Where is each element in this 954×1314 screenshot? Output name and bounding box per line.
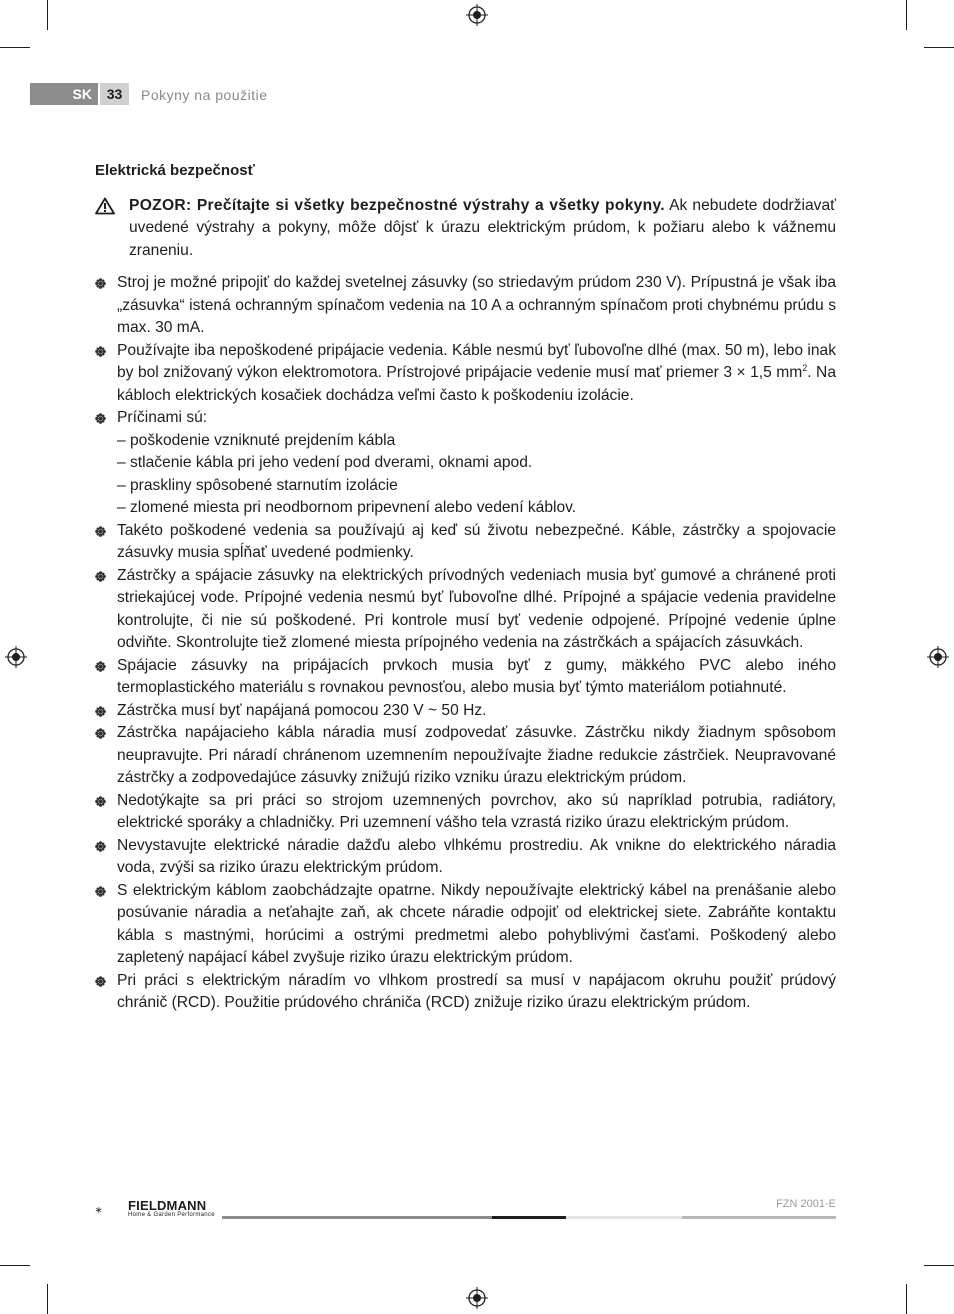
warning-triangle-icon bbox=[95, 197, 115, 215]
list-item-text: Pri práci s elektrickým náradím vo vlhkom prostredí sa musí v napájacom okruhu použiť prúdový chránič (RCD). Použitie prúdového chrániča (RCD) znižuje riziko úrazu elektrickým prúdom. bbox=[117, 971, 836, 1011]
footer-line bbox=[566, 1216, 682, 1219]
list-item bbox=[95, 520, 836, 565]
flower-bullet-icon bbox=[95, 796, 106, 807]
list-item bbox=[95, 880, 836, 970]
list-item-text: . Na kábloch elektrických kosačiek dochádza veľmi často k poškodeniu izolácie. bbox=[117, 364, 836, 404]
list-item-text: Zástrčky a spájacie zásuvky na elektrických prívodných vedeniach musia byť gumové a chránené proti striekajúcej vode. Prípojné vedenia nesmú byť ľubovoľne dlhé. Prípojné a spájacie vedenia pravidelne kontrolujte, či nie sú poškodené. Pri kontrole musí byť vedenie odpojené. Prípojné vedenie úplne odviňte. Skontrolujte tiež zlomené miesta prípojného vedenia na zástrčkách a spájacích zásuvkách. bbox=[117, 566, 836, 651]
sub-item: – praskliny spôsobené starnutím izolácie bbox=[117, 476, 398, 494]
list-item bbox=[95, 340, 836, 408]
crop-mark bbox=[47, 0, 48, 30]
flower-bullet-icon bbox=[95, 526, 106, 537]
list-item bbox=[95, 407, 836, 520]
header-title: Pokyny na použitie bbox=[141, 87, 268, 103]
flower-bullet-icon bbox=[95, 886, 106, 897]
warning-paragraph bbox=[95, 195, 836, 263]
crop-mark bbox=[0, 47, 30, 48]
warning-text: Ak nebudete dodržiavať uvedené výstrahy a pokyny, môže dôjsť k úrazu elektrickým prúdom, k požiaru alebo k vážnemu zraneniu. bbox=[129, 196, 836, 259]
list-item bbox=[95, 272, 836, 340]
flower-bullet-icon bbox=[95, 661, 106, 672]
list-item bbox=[95, 655, 836, 700]
section-title: Elektrická bezpečnosť bbox=[95, 162, 255, 179]
model-number: FZN 2001-E bbox=[776, 1198, 836, 1210]
crop-mark bbox=[0, 1265, 30, 1266]
flower-bullet-icon bbox=[95, 706, 106, 717]
list-item-text: Príčinami sú: bbox=[117, 409, 208, 426]
list-item-text: Nedotýkajte sa pri práci so strojom uzemnených povrchov, ako sú napríklad potrubia, radiátory, elektrické sporáky a chladničky. Pri uzemnení vášho tela vzrastá riziko úrazu elektrickým prúdom. bbox=[117, 791, 836, 831]
flower-bullet-icon bbox=[95, 278, 106, 289]
footer-line bbox=[492, 1216, 566, 1219]
registration-mark-icon bbox=[927, 646, 949, 668]
list-item-text: Používajte iba nepoškodené pripájacie vedenia. Káble nesmú byť ľubovoľne dlhé (max. 50 m), lebo inak by bol znižovaný výkon elektromotora. Prístrojové pripájacie vedenie musí mať priemer 3 × 1,5 mm bbox=[117, 341, 836, 381]
fieldmann-logo-icon bbox=[95, 1194, 125, 1226]
list-item-text: Nevystavujte elektrické náradie dažďu alebo vlhkému prostrediu. Ak vnikne do elektrického náradia voda, zvýši sa riziko úrazu elektrickým prúdom. bbox=[117, 836, 836, 876]
list-item bbox=[95, 970, 836, 1015]
crop-mark bbox=[924, 47, 954, 48]
registration-mark-icon bbox=[5, 646, 27, 668]
flower-bullet-icon bbox=[95, 728, 106, 739]
crop-mark bbox=[906, 0, 907, 30]
list-item-text: Takéto poškodené vedenia sa používajú aj keď sú životu nebezpečné. Káble, zástrčky a spojovacie zásuvky musia spĺňať uvedené podmienky. bbox=[117, 521, 836, 561]
list-item bbox=[95, 790, 836, 835]
list-item bbox=[95, 700, 836, 723]
footer-line bbox=[682, 1216, 836, 1219]
superscript: 2 bbox=[802, 362, 808, 373]
flower-bullet-icon bbox=[95, 976, 106, 987]
language-tab: SK bbox=[30, 83, 98, 105]
sub-item: – poškodenie vzniknuté prejdením kábla bbox=[117, 431, 396, 449]
brand-tagline: Home & Garden Performance bbox=[128, 1212, 215, 1218]
list-item bbox=[95, 565, 836, 655]
crop-mark bbox=[47, 1284, 48, 1314]
main-content bbox=[95, 160, 836, 1015]
flower-bullet-icon bbox=[95, 571, 106, 582]
list-item bbox=[95, 835, 836, 880]
sub-item: – zlomené miesta pri neodbornom pripevnení alebo vedení káblov. bbox=[117, 499, 577, 516]
footer-line bbox=[222, 1216, 492, 1219]
crop-mark bbox=[906, 1284, 907, 1314]
flower-bullet-icon bbox=[95, 346, 106, 357]
list-item-text: Spájacie zásuvky na pripájacích prvkoch musia byť z gumy, mäkkého PVC alebo iného termoplastického materiálu s rovnakou pevnosťou, alebo musia byť týmto materiálom potiahnuté. bbox=[117, 656, 836, 696]
crop-mark bbox=[924, 1265, 954, 1266]
brand-name: FIELDMANN bbox=[128, 1198, 207, 1213]
sub-item: – stlačenie kábla pri jeho vedení pod dverami, oknami apod. bbox=[117, 454, 533, 471]
list-item bbox=[95, 722, 836, 790]
flower-bullet-icon bbox=[95, 841, 106, 852]
registration-mark-icon bbox=[466, 4, 488, 26]
warning-bold-text: POZOR: Prečítajte si všetky bezpečnostné výstrahy a všetky pokyny. bbox=[129, 196, 665, 214]
page-number: 33 bbox=[100, 83, 129, 105]
safety-list bbox=[95, 272, 836, 1015]
registration-mark-icon bbox=[466, 1287, 488, 1309]
list-item-text: Stroj je možné pripojiť do každej svetelnej zásuvky (so striedavým prúdom 230 V). Prípustná je však iba „zásuvka“ istená ochranným spínačom vedenia na 10 A a ochranným spínačom proti chybnému prúdu s max. 30 mA. bbox=[117, 274, 836, 336]
list-item-text: Zástrčka napájacieho kábla náradia musí zodpovedať zásuvke. Zástrčku nikdy žiadnym spôsobom neupravujte. Pri náradí chránenom uzemnením nepoužívajte žiadne redukcie zástrčiek. Neupravované zástrčky a zodpovedajúce zásuvky znižujú riziko vzniku úrazu elektrickým prúdom. bbox=[117, 724, 836, 786]
flower-bullet-icon bbox=[95, 413, 106, 424]
list-item-text: Zástrčka musí byť napájaná pomocou 230 V ~ 50 Hz. bbox=[117, 701, 487, 719]
list-item-text: S elektrickým káblom zaobchádzajte opatrne. Nikdy nepoužívajte elektrický kábel na prenášanie alebo posúvanie náradia a neťahajte zaň, ak chcete náradie odpojiť od elektrickej siete. Zabráňte kontaktu kábla s mastnými, horúcimi a ostrými predmetmi alebo pohyblivými časťami. Poškodený alebo zapletený napájací kábel zvyšuje riziko úrazu elektrickým prúdom. bbox=[117, 881, 836, 966]
